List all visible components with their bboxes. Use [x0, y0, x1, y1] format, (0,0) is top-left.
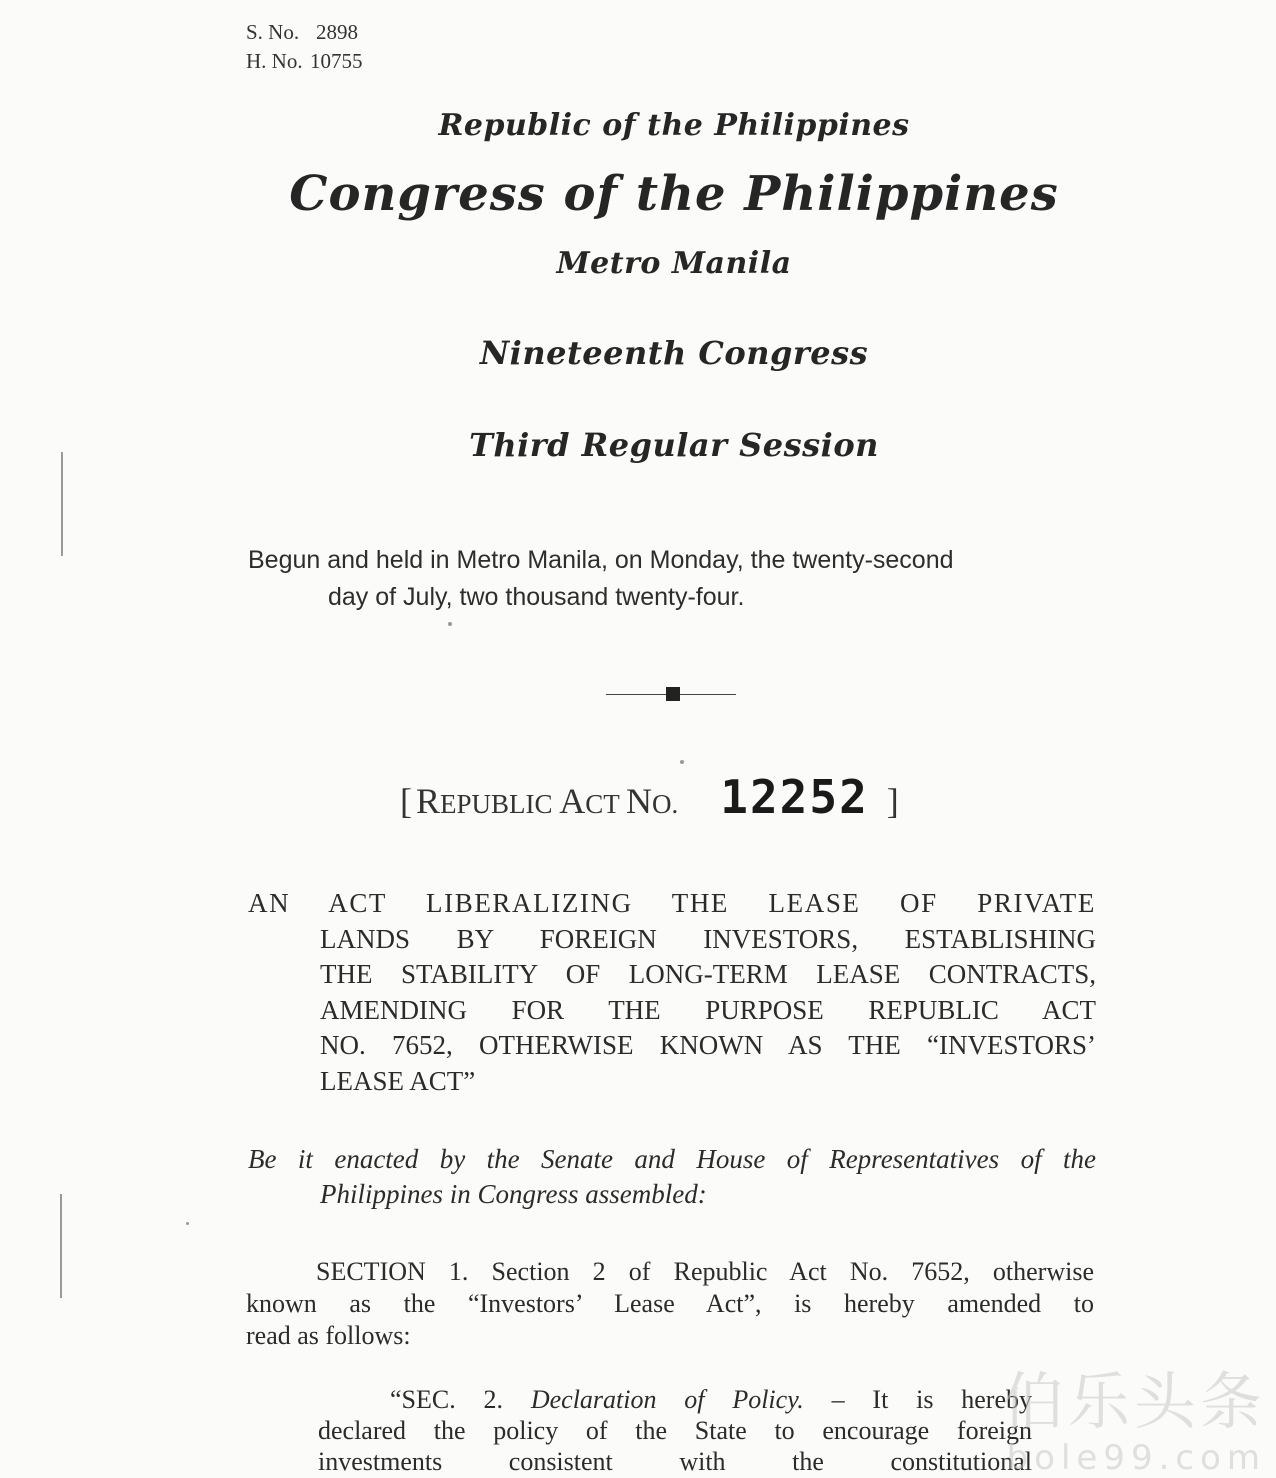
close-bracket: ] — [886, 781, 899, 821]
scan-speck — [186, 1222, 189, 1225]
act-title-line-6: LEASE ACT” — [320, 1065, 476, 1096]
begun-line-1: Begun and held in Metro Manila, on Monday, the twenty-second — [248, 546, 954, 574]
bill-numbers — [246, 18, 363, 76]
section-1 — [246, 1256, 1094, 1352]
site-watermark — [930, 1352, 1276, 1478]
section-1-line-1: SECTION 1. Section 2 of Republic Act No. 7652, otherwise — [316, 1257, 1094, 1286]
session-heading: Third Regular Session — [469, 426, 879, 464]
enacting-clause-line-2: Philippines in Congress assembled: — [320, 1179, 707, 1209]
republic-act-number: 12252 — [720, 770, 869, 824]
watermark-text-bottom: bole99.com — [1006, 1438, 1266, 1478]
republic-act-number-heading — [400, 770, 899, 824]
section-2-line-1-rest: – It is hereby — [831, 1385, 1033, 1414]
section-2-line-1 — [318, 1384, 1032, 1415]
margin-scan-mark-lower — [60, 1194, 62, 1298]
act-title-line-2: LANDS BY FOREIGN INVESTORS, ESTABLISHING — [320, 923, 1096, 954]
act-r-cap: R — [416, 781, 441, 821]
senate-bill-label: S. No. — [246, 20, 300, 44]
location-heading: Metro Manila — [556, 246, 792, 281]
act-n-cap: N — [626, 781, 653, 821]
act-title-line-5: NO. 7652, OTHERWISE KNOWN AS THE “INVESTORS’ — [320, 1030, 1096, 1060]
divider-square — [666, 687, 680, 701]
watermark-text-top: 伯乐头条 — [1001, 1365, 1266, 1438]
act-title-line-4: AMENDING FOR THE PURPOSE REPUBLIC ACT — [320, 994, 1096, 1025]
act-a-cap: A — [559, 781, 586, 821]
senate-bill-number — [246, 18, 363, 47]
act-title — [248, 886, 1096, 1099]
act-n-rest: O. — [652, 789, 679, 819]
begun-statement — [248, 542, 1108, 616]
act-a-rest: CT — [585, 789, 627, 819]
act-title-line-3: THE STABILITY OF LONG-TERM LEASE CONTRACTS, — [320, 959, 1096, 989]
margin-scan-mark-upper — [61, 452, 63, 556]
open-bracket: [ — [400, 781, 412, 821]
section-1-line-2: known as the “Investors’ Lease Act”, is hereby amended to — [246, 1289, 1094, 1318]
section-2-line-3: investments consistent with the constitutional — [318, 1447, 1032, 1476]
republic-heading: Republic of the Philippines — [438, 108, 910, 143]
enacting-clause — [248, 1142, 1096, 1212]
section-2-lead: “SEC. 2. — [390, 1385, 504, 1414]
senate-bill-value: 2898 — [316, 20, 358, 44]
section-2-heading: Declaration of Policy. — [530, 1385, 804, 1414]
scan-speck — [448, 622, 452, 626]
section-2-quote — [318, 1384, 1032, 1477]
house-bill-label: H. No. — [246, 49, 303, 73]
congress-heading: Congress of the Philippines — [289, 166, 1059, 222]
congress-number-heading: Nineteenth Congress — [479, 334, 869, 372]
ornamental-divider — [606, 686, 736, 702]
act-title-line-1: AN ACT LIBERALIZING THE LEASE OF PRIVATE — [248, 888, 1096, 918]
enacting-clause-line-1: Be it enacted by the Senate and House of Representatives of the — [248, 1144, 1096, 1174]
begun-line-2: day of July, two thousand twenty-four. — [328, 583, 745, 611]
house-bill-number — [246, 47, 363, 76]
section-1-line-3: read as follows: — [246, 1321, 411, 1350]
act-r-rest: EPUBLIC — [440, 789, 560, 819]
section-2-line-2: declared the policy of the State to encourage foreign — [318, 1416, 1032, 1445]
house-bill-value: 10755 — [310, 49, 363, 73]
scan-speck — [680, 760, 684, 764]
